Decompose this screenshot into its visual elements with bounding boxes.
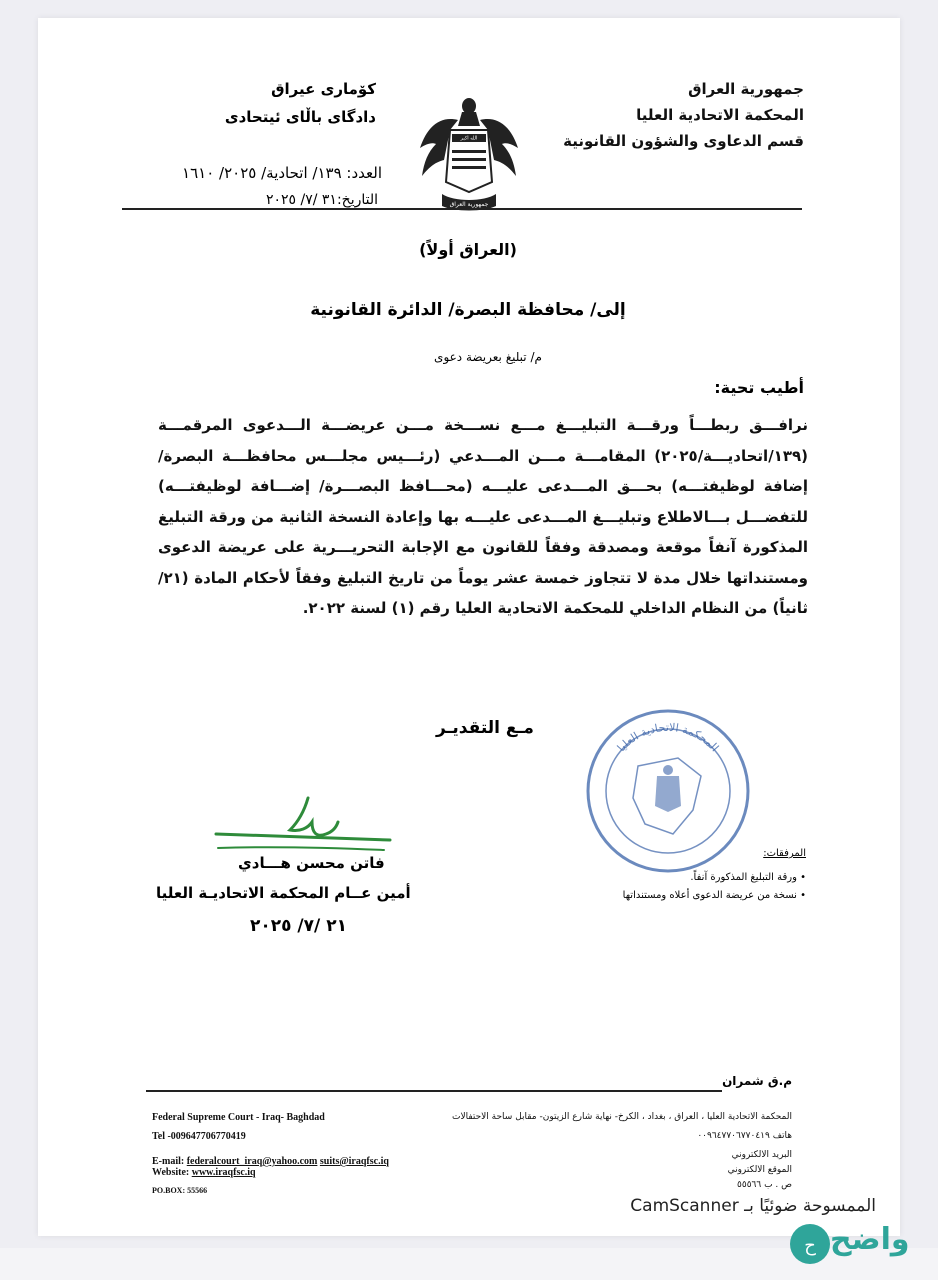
header-kurdish-court: دادگای باڵای ئیتحادی	[224, 108, 376, 126]
header-divider	[122, 208, 802, 210]
wadih-logo	[786, 1220, 918, 1270]
document-number: العدد: ١٣٩/ اتحادية/ ٢٠٢٥/ ١٦١٠	[182, 164, 382, 182]
header-institution	[563, 76, 804, 154]
emblem-caption-text: جمهورية العراق	[449, 201, 489, 208]
attachment-item: • نسخة من عريضة الدعوى أعلاه ومستنداتها	[622, 890, 806, 901]
document-date: التاريخ:٣١ /٧/ ٢٠٢٥	[265, 192, 378, 208]
website-link[interactable]: www.iraqfsc.iq	[191, 1167, 256, 1178]
attachments	[566, 848, 806, 905]
svg-text:ح: ح	[804, 1235, 816, 1256]
footer-court-name: Federal Supreme Court - Iraq- Baghdad	[152, 1112, 325, 1123]
emblem-banner-text: الله اكبر	[460, 135, 478, 142]
signer-title: أمين عــام المحكمة الاتحاديـة العليا	[156, 884, 411, 902]
attachment-item-label: ورقة التبليغ المذكورة آنفاً.	[690, 872, 797, 883]
footer-contact-ar	[412, 1110, 792, 1193]
closing: مـع التقديـر	[436, 718, 534, 738]
header-court: المحكمة الاتحادية العليا	[636, 106, 804, 124]
body-paragraph: نرافـــق ربطـــاً ورقـــة التبليـــغ مـــع نســـخة مـــن عريضـــة الـــدعوى المرقمـــة (١٣٩/اتحاديـــة/٢٠٢٥) المقامـــة مـــن المـــدعي (رئـــيس مجلـــس محافظـــة البصرة/إضافة لوظيفتـــه) بحـــق المـــدعى عليـــه (محـــافظ البصـــرة/ إضـــافة لوظيفتـــه) للتفضـــل بـــالاطلاع وتبليـــغ المـــدعى عليـــه بها وإعادة النسخة الثانية من ورقة التبليغ المذكورة آنفاً موقعة ومصدقة وفقاً للقانون مع الإجابة التحريـــرية على عريضة الدعوى ومستنداتها خلال مدة لا تتجاوز خمسة عشر يوماً من تاريخ التبليغ وفقاً لأحكام المادة (٢١/ ثانياً) من النظام الداخلي للمحكمة الاتحادية العليا رقم (١) لسنة ٢٠٢٢.	[158, 416, 808, 617]
header-department: قسم الدعاوى والشؤون القانونية	[563, 132, 804, 150]
email-link[interactable]: suits@iraqfsc.iq	[319, 1156, 389, 1167]
footer-website-label-ar: الموقع الالكتروني	[727, 1165, 792, 1175]
footer-contact-en	[152, 1112, 412, 1195]
header-country: جمهورية العراق	[688, 80, 804, 98]
footer-phone-ar: هاتف ٠٠٩٦٤٧٧٠٦٧٧٠٤١٩	[697, 1131, 792, 1141]
svg-text:المحكمة الاتحادية العليا	[615, 721, 722, 754]
footer-email-label-ar: البريد الالكتروني	[731, 1150, 792, 1160]
attachment-item-label: نسخة من عريضة الدعوى أعلاه ومستنداتها	[622, 890, 797, 901]
iraq-emblem-icon	[414, 90, 524, 220]
document-page	[38, 18, 900, 1236]
motto: (العراق أولاً)	[419, 240, 517, 259]
signer-date: ٢١ /٧/ ٢٠٢٥	[250, 916, 347, 936]
email-link[interactable]: federalcourt_iraq@yahoo.com	[186, 1156, 318, 1167]
camscanner-watermark: الممسوحة ضوئيًا بـ CamScanner	[630, 1196, 876, 1216]
header-kurdish-country: كۆماری عیراق	[271, 80, 376, 98]
attachments-title: المرفقات:	[763, 848, 806, 859]
subject-line: م/ تبليغ بعريضة دعوى	[434, 350, 542, 364]
footer-pobox-ar: ص . ب ٥٥٥٦٦	[737, 1180, 792, 1190]
drafter-initials: م.ق شمران	[722, 1074, 792, 1088]
footer-address: المحكمة الاتحادية العليا ، العراق ، بغداد ، الكرخ- نهاية شارع الزيتون- مقابل ساحة الاحتفالات	[451, 1112, 792, 1122]
attachment-item: • ورقة التبليغ المذكورة آنفاً.	[690, 872, 806, 883]
header-kurdish	[156, 76, 376, 132]
footer-phone: Tel -009647706770419	[152, 1131, 246, 1142]
signer-name: فاتن محسن هـــادي	[238, 854, 385, 872]
footer-email: E-mail: federalcourt_iraq@yahoo.com suits@iraqfsc.iq	[152, 1156, 389, 1167]
footer-website: Website: www.iraqfsc.iq	[152, 1167, 256, 1178]
footer-pobox: PO.BOX: 55566	[152, 1186, 208, 1195]
recipient-line: إلى/ محافظة البصرة/ الدائرة القانونية	[310, 300, 626, 320]
footer-divider	[146, 1090, 722, 1092]
seal-text: المحكمة الاتحادية العليا	[614, 720, 722, 755]
wadih-logo-text: واضح	[830, 1222, 910, 1257]
greeting: أطيب تحية:	[714, 378, 804, 397]
